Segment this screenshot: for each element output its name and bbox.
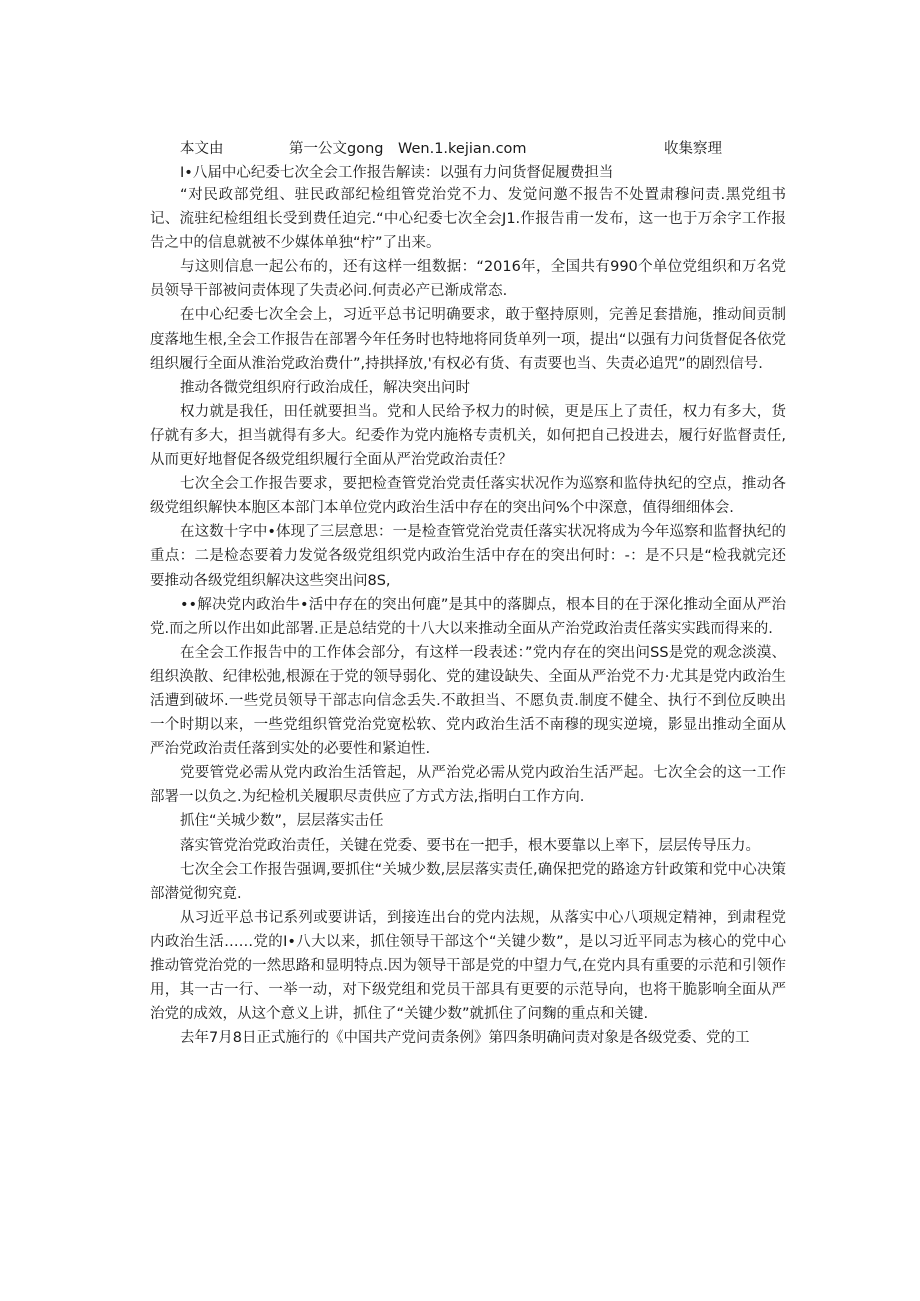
- paragraph: 在中心纪委七次全会上，习近平总书记明确要求，敢于壑持原则，完善足套措施，推动间贡制度落地生根,全会工作报告在部署今年任务时也特地将同货单列一项，提出“以强有力问货督促各依党组织履行全面从淮治党政治费什”,持拱择放,'有权必有货、有责要也当、失责必追咒”的剧烈信号.: [150, 307, 786, 372]
- paragraph: 在这数十字中•体现了三层意思：一是检查管党治党责任落实状况将成为今年巡察和监督执纪的重点：二是检态要着力发觉各级党组织党内政治生活中存在的突出何时：-：是不只是“检我就完还要推动各级党组织解决这些突出问8S,: [150, 524, 786, 589]
- paragraph: 党要管党必需从党内政治生活管起，从严治党必需从党内政治生活严起。七次全会的这一工作部署一以负之.为纪检机关履职尽责供应了方式方法,指明白工作方向.: [150, 765, 786, 806]
- paragraph: 在全会工作报告中的工作体会部分，有这样一段表述：”党内存在的突出问SS是党的观念淡漠、组织涣散、纪律松弛,根源在于党的领导弱化、党的建设缺失、全面从严治党不力·尤其是党内政治生活遭到破坏.一些党员领导干部志向信念丢失.不敢担当、不愿负责.制度不健全、执行不到位反映出一个时期以来，一些党组织管党治党宽松软、党内政治生活不南穆的现实逆境，影显出推动全面从严治党政治责任落到实处的必要性和紧迫性.: [150, 644, 786, 758]
- header-part-4: 收集察理: [664, 141, 722, 157]
- paragraph: 权力就是我任，田任就要担当。党和人民给予权力的时候，更是压上了责任，权力有多大，货仔就有多大，担当就得有多大。纪委作为党内施格专责机关，如何把自己投进去，履行好监督责任,从而更好地督促各级党组织履行全面从严治党政治责任？: [150, 403, 786, 469]
- header-part-2: 第一公文gong: [289, 141, 384, 157]
- paragraph: ••解决党内政治牛•活中存在的突出何鹿”是其中的落脚点，根本目的在于深化推动全面从严治党.而之所以作出如此部署.正是总结党的十八大以来推动全面从产治党政治责任落实实践而得来的.: [150, 596, 786, 637]
- paragraph: 从习近平总书记系列或要讲话，到接连出台的党内法规，从落实中心八项规定精神，到肃程党内政治生活……党的I•八大以来，抓住领导干部这个“关键少数”，是以习近平同志为核心的党中心推动管党治党的一然思路和显明特点.因为领导干部是党的中望力气,在党内具有重要的示范和引领作用，其一古一行、一举一动，对下级党组和党员干部具有更要的示范导向，也将干脆影响全面从严治党的成效，从这个意义上讲，抓住了“关键少数”就抓住了问麴的重点和关键.: [150, 909, 786, 1023]
- paragraph: 落实管党治党政治责任，关键在党委、要书在一把手，根木要靠以上率下，层层传导压力。: [180, 837, 760, 854]
- paragraph: “对民政部党组、驻民政部纪检组管党治党不力、发觉问邀不报告不处置肃穆问责.黑党组书记、流驻纪检组组长受到费任迫完.“中心纪委七次全会J1.作报告甫一发布，这一也于万余字工作报告之中的信息就被不少媒体单独“柠”了出来。: [150, 187, 786, 252]
- source-header: [0, 138, 920, 160]
- document-title: I•八届中心纪委七次全会工作报告解读：以强有力问货督促履费担当: [180, 165, 614, 181]
- section-heading: 抓住“关城少数”，层层落实击任: [180, 813, 384, 830]
- paragraph: 去年7月8日正式施行的《中国共产党问责条例》第四条明确问责对象是各级党委、党的工: [180, 1030, 750, 1047]
- paragraph: 七次全会工作报告强调,要抓住“关城少数,层层落实责任,确保把党的路途方针政策和党中心决策部潜觉彻究竟.: [150, 861, 786, 902]
- paragraph: 七次全会工作报告要求，要把检查管党治党责任落实状况作为巡察和监侍执纪的空点，推动各级党组织解快本胞区本部门本单位党内政治生活中存在的突出问%个中深意，值得细细体会.: [150, 476, 786, 517]
- header-part-3: Wen.1.kejian.com: [398, 141, 527, 157]
- header-part-1: 本文由: [180, 141, 224, 157]
- section-heading: 推动各微党组织府行政治成任，解决突出问时: [180, 379, 470, 396]
- document-body: [150, 183, 786, 1050]
- paragraph: 与这则信息一起公布的，还有这样一组数据：“2016年，全国共有990个单位党组织和万名党员领导干部被问责体现了失责必问.何责必产已渐成常态.: [150, 259, 786, 300]
